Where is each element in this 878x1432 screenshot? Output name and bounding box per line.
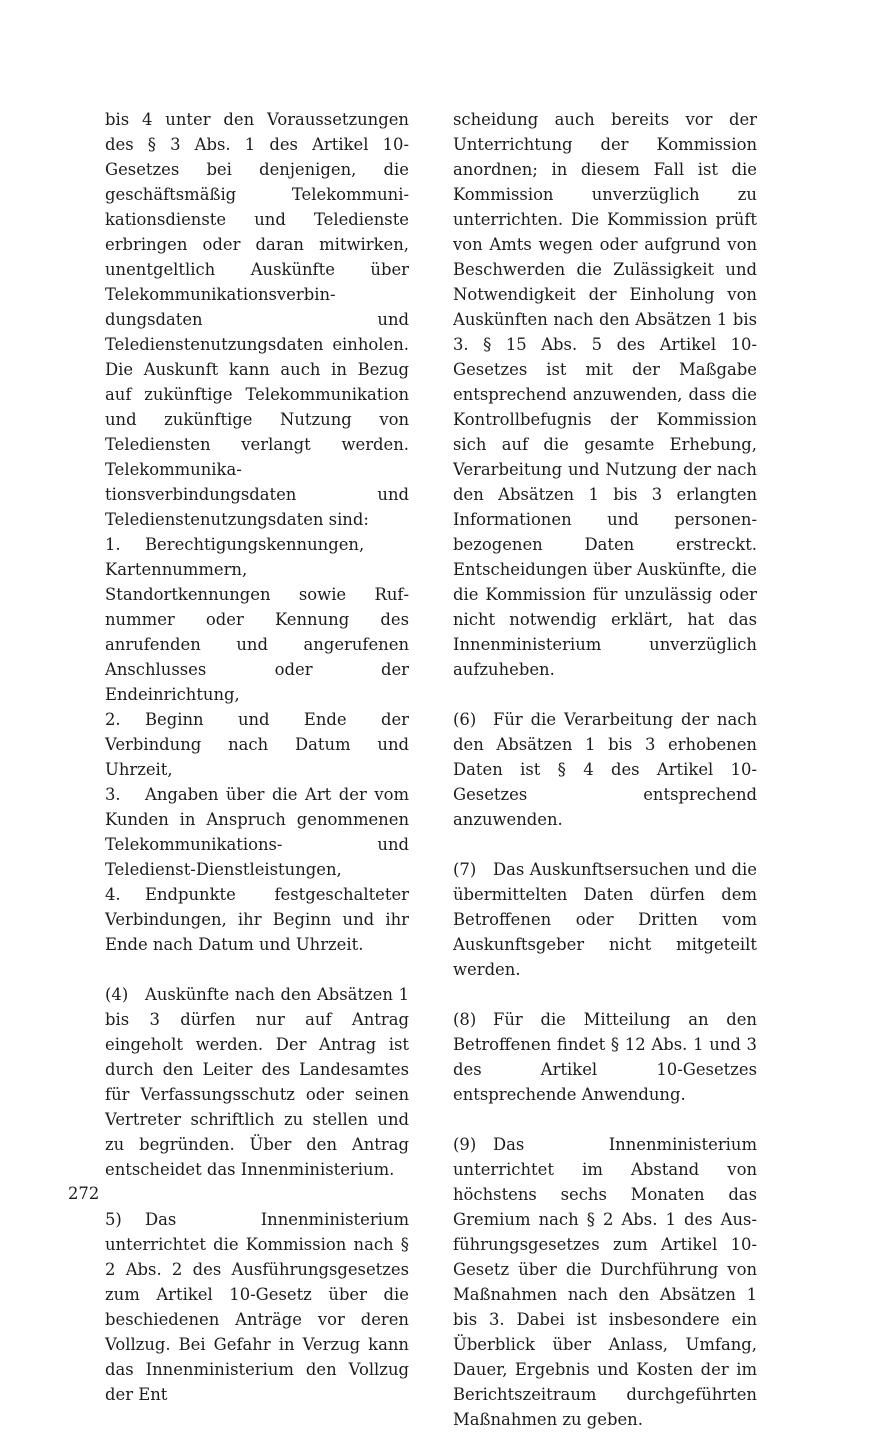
list-item-text: Angaben über die Art der vom Kunden in Anspruch genommenen Telekommunikations- und Teledienst-Dienstleistungen, bbox=[105, 785, 409, 879]
paragraph-number: (6) bbox=[453, 710, 477, 729]
page-number: 272 bbox=[68, 1184, 100, 1203]
list-item bbox=[105, 707, 409, 782]
list-item-number: 1. bbox=[105, 535, 121, 554]
list-item bbox=[105, 882, 409, 957]
paragraph-number: (8) bbox=[453, 1010, 477, 1029]
paragraph-spacer bbox=[453, 682, 757, 707]
paragraph-text: Das Innenministerium unterrichtet im Abstand von höchstens sechs Monaten das Gremium nach § 2 Abs. 1 des Ausführungsgesetzes zum Artikel 10-Gesetz über die Durchführung von Maßnahmen nach den Absätzen 1 bis 3. Dabei ist insbesondere ein Überblick über Anlass, Umfang, Dauer, Ergebnis und Kosten der im Berichtszeitraum durchgeführten Maßnahmen zu geben. bbox=[453, 1135, 757, 1429]
list-item bbox=[105, 782, 409, 882]
paragraph-text: Das Auskunftsersuchen und die übermittelten Daten dürfen dem Betroffenen oder Dritten vom Auskunftsgeber nicht mitgeteilt werden. bbox=[453, 860, 757, 979]
list-item bbox=[105, 532, 409, 707]
left-column bbox=[105, 107, 409, 1407]
paragraph-number: (7) bbox=[453, 860, 477, 879]
continuation-paragraph: scheidung auch bereits vor der Unterrichtung der Kommission anordnen; in diesem Fall ist die Kommission unverzüglich zu unterrichten. Die Kommission prüft von Amts wegen oder aufgrund von Beschwerden die Zulässigkeit und Notwendigkeit der Einholung von Auskünften nach den Absätzen 1 bis 3. § 15 Abs. 5 des Artikel 10-Gesetzes ist mit der Maßgabe entsprechend anzuwenden, dass die Kontrollbefugnis der Kommission sich auf die gesamte Erhebung, Verarbeitung und Nutzung der nach den Absätzen 1 bis 3 erlangten Informationen und personenbezogenen Daten erstreckt. Entscheidungen über Auskünfte, die die Kommission für unzulässig oder nicht notwendig erklärt, hat das Innenministerium unverzüglich aufzuheben. bbox=[453, 110, 757, 679]
paragraph-8 bbox=[453, 1007, 757, 1107]
list-item-text: Beginn und Ende der Verbindung nach Datum und Uhrzeit, bbox=[105, 710, 409, 779]
paragraph-7 bbox=[453, 857, 757, 982]
paragraph-5 bbox=[105, 1207, 409, 1407]
list-item-number: 3. bbox=[105, 785, 121, 804]
paragraph-spacer bbox=[453, 1107, 757, 1132]
paragraph-text: Das Innenministerium unterrichtet die Kommission nach § 2 Abs. 2 des Ausführungsgesetzes zum Artikel 10-Gesetz über die beschiedenen Anträge vor deren Vollzug. Bei Gefahr in Verzug kann das Innenministerium den Vollzug der Ent bbox=[105, 1210, 409, 1404]
paragraph-number: 5) bbox=[105, 1210, 122, 1229]
paragraph-9 bbox=[453, 1132, 757, 1432]
paragraph-spacer bbox=[453, 982, 757, 1007]
right-column bbox=[453, 107, 757, 1432]
list-item-number: 4. bbox=[105, 885, 121, 904]
paragraph-text: Für die Verarbeitung der nach den Absätzen 1 bis 3 erhobenen Daten ist § 4 des Artikel 10-Gesetzes entsprechend anzuwenden. bbox=[453, 710, 757, 829]
list-item-number: 2. bbox=[105, 710, 121, 729]
paragraph-number: (9) bbox=[453, 1135, 477, 1154]
list-item-text: Endpunkte festgeschalteter Verbindungen, ihr Beginn und ihr Ende nach Datum und Uhrzeit. bbox=[105, 885, 409, 954]
paragraph-number: (4) bbox=[105, 985, 129, 1004]
paragraph-4 bbox=[105, 982, 409, 1182]
list-item-text: Berechtigungskennungen, Kartennummern, Standortkennungen sowie Rufnummer oder Kennung des anrufenden und angerufenen Anschlusses oder der Endeinrichtung, bbox=[105, 535, 409, 704]
paragraph-spacer bbox=[105, 957, 409, 982]
paragraph-spacer bbox=[453, 832, 757, 857]
paragraph-text: Auskünfte nach den Absätzen 1 bis 3 dürfen nur auf Antrag eingeholt werden. Der Antrag ist durch den Leiter des Landesamtes für Verfassungsschutz oder seinen Vertreter schriftlich zu stellen und zu begründen. Über den Antrag entscheidet das Innenministerium. bbox=[105, 985, 409, 1179]
paragraph-spacer bbox=[105, 1182, 409, 1207]
intro-paragraph: bis 4 unter den Voraussetzungen des § 3 Abs. 1 des Artikel 10-Gesetzes bei denjenigen, die geschäftsmäßig Telekommunikationsdienste und Teledienste erbringen oder daran mitwirken, unentgeltlich Auskünfte über Telekommunikationsverbindungsdaten und Teledienstenutzungsdaten einholen. Die Auskunft kann auch in Bezug auf zukünftige Telekommunikation und zukünftige Nutzung von Telediensten verlangt werden. Telekommunikationsverbindungsdaten und Teledienstenutzungsdaten sind: bbox=[105, 110, 409, 529]
paragraph-text: Für die Mitteilung an den Betroffenen findet § 12 Abs. 1 und 3 des Artikel 10-Gesetzes entsprechende Anwendung. bbox=[453, 1010, 757, 1104]
paragraph-6 bbox=[453, 707, 757, 832]
